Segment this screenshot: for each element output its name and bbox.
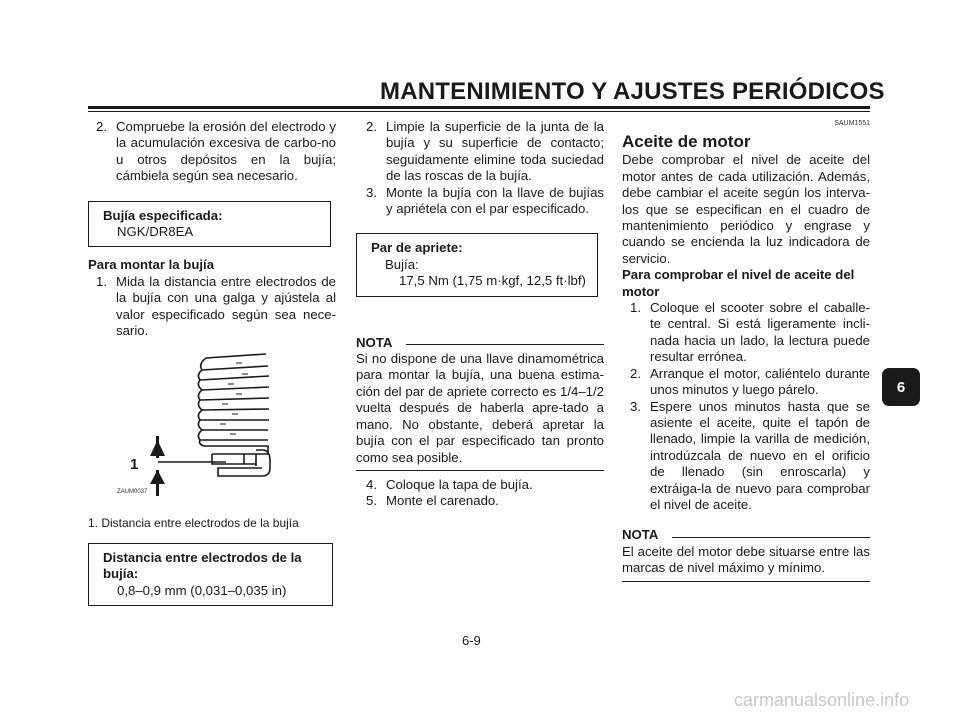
- list-item: [366, 477, 604, 493]
- note-text: Si no dispone de una llave dinamométrica para montar la bujía, una buena estima-ción del par de apriete correcto es 1/4–1/2 vuelta después de haberla apre-tado a mano. No obstante, deberá apretar la bujía con el par especificado tan pronto como sea posible.: [356, 351, 604, 465]
- spec-value: NGK/DR8EA: [117, 224, 194, 240]
- section-code: SAUM1551: [834, 120, 870, 127]
- note-label: NOTA: [356, 334, 393, 350]
- watermark: carmanualsonline.info: [734, 690, 910, 710]
- gap-value: 0,8–0,9 mm (0,031–0,035 in): [117, 582, 287, 598]
- gap-label: Distancia entre electrodos de la bujía:: [103, 550, 302, 582]
- figure-caption: 1. Distancia entre electrodos de la bujía: [88, 516, 299, 530]
- note-end-rule: [356, 470, 604, 471]
- column-right: [622, 116, 870, 582]
- list-item: [622, 399, 870, 514]
- note-header: [356, 335, 604, 351]
- list-text: Compruebe la erosión del electrodo y la acumulación excesiva de carbo-no u otros depósitos en la bujía; cámbiela según sea necesario.: [116, 119, 336, 184]
- list-number: 3.: [366, 184, 377, 200]
- note-label: NOTA: [622, 527, 659, 543]
- figure-label: 1: [130, 456, 139, 473]
- list-item: [366, 185, 604, 218]
- column-middle: [356, 119, 604, 510]
- page-header-title: MANTENIMIENTO Y AJUSTES PERIÓDICOS: [380, 78, 885, 105]
- note-rule: [406, 344, 604, 345]
- spec-label: Bujía especificada:: [103, 207, 223, 223]
- note-text: El aceite del motor debe situarse entre las marcas de nivel máximo y mínimo.: [622, 543, 870, 576]
- header-rule-thin: [88, 111, 870, 112]
- list-text: Monte el carenado.: [386, 493, 499, 509]
- list-text: Monte la bujía con la llave de bujías y apriétela con el par especificado.: [386, 184, 604, 217]
- list-number: 2.: [366, 119, 377, 134]
- list-item: [622, 300, 870, 366]
- list-text: Mida la distancia entre electrodos de la bujía con una galga y ajústela al valor especificado según sea nece-sario.: [116, 273, 336, 339]
- list-item: [366, 493, 604, 509]
- list-number: 2.: [630, 365, 641, 381]
- torque-value: 17,5 Nm (1,75 m·kgf, 12,5 ft·lbf): [399, 273, 586, 289]
- list-number: 2.: [96, 119, 107, 134]
- check-heading: Para comprobar el nivel de aceite del motor: [622, 267, 855, 299]
- list-number: 1.: [96, 273, 107, 289]
- list-item: [96, 119, 336, 185]
- spec-box: [88, 201, 331, 248]
- list-number: 3.: [630, 398, 641, 414]
- torque-sub: Bujía:: [385, 256, 419, 272]
- figure-code: ZAUM0037: [117, 489, 148, 495]
- list-text: Arranque el motor, caliéntelo durante unos minutos y luego párelo.: [650, 365, 870, 398]
- chapter-tab: 6: [882, 368, 920, 406]
- torque-label: Par de apriete:: [371, 240, 463, 256]
- list-number: 1.: [630, 300, 641, 316]
- note-end-rule: [622, 581, 870, 582]
- list-item: [622, 366, 870, 399]
- page-number: 6-9: [462, 633, 481, 648]
- torque-box: [356, 233, 598, 296]
- section-title: Aceite de motor: [622, 132, 751, 152]
- list-item: [96, 274, 336, 340]
- spark-plug-figure: [118, 350, 288, 500]
- note-rule: [672, 537, 870, 538]
- list-number: 4.: [366, 476, 377, 492]
- list-number: 5.: [366, 493, 377, 509]
- list-text: Espere unos minutos hasta que se asiente el aceite, quite el tapón de llenado, limpie la varilla de medición, introdúzcala de nuevo en el orificio de llenado (sin enroscarla) y extráiga-la de nuevo para comprobar el nivel de aceite.: [650, 398, 870, 512]
- section-heading: Para montar la bujía: [88, 257, 215, 273]
- list-item: [366, 119, 604, 185]
- list-text: Coloque la tapa de bujía.: [386, 476, 533, 492]
- list-text: Coloque el scooter sobre el caballe-te central. Si está ligeramente incli-nada hacia un lado, la lectura puede resultar errónea.: [650, 300, 870, 365]
- intro-text: Debe comprobar el nivel de aceite del motor antes de cada utilización. Además, debe cambiar el aceite según los interva-los que se especifican en el cuadro de mantenimiento periódico y engrase y cuando se encienda la luz indicadora de servicio.: [622, 152, 870, 266]
- header-rule-thick: [88, 106, 870, 109]
- gap-spec-box: [88, 543, 333, 606]
- note-header: [622, 527, 870, 543]
- list-text: Limpie la superficie de la junta de la bujía y su superficie de contacto; seguidamente elimine toda suciedad de las roscas de la bujía.: [386, 119, 604, 184]
- column-left: [88, 119, 336, 339]
